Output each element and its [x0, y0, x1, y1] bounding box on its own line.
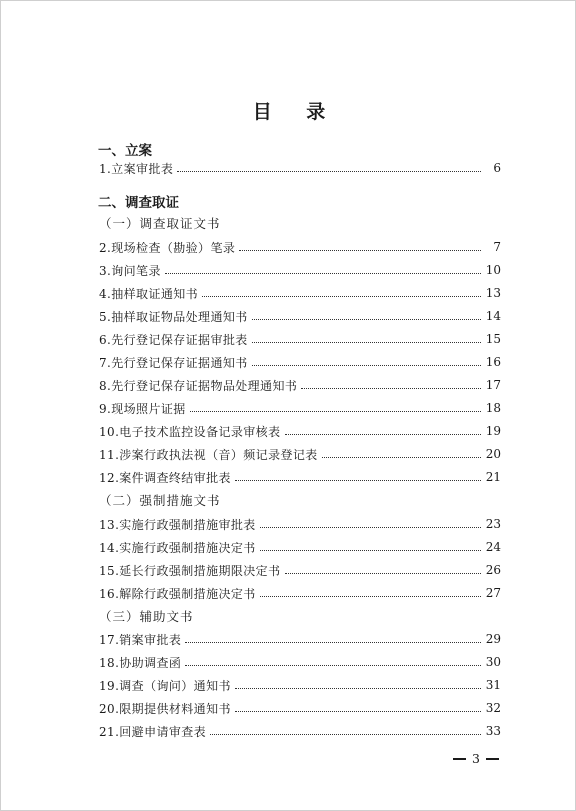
dot-leader [165, 273, 481, 274]
toc-entry-page: 27 [485, 586, 501, 600]
page-footer [453, 751, 499, 766]
page-title: 目 录 [252, 101, 340, 123]
dot-leader [260, 550, 481, 551]
subsection-heading-evidence-docs: （一）调查取证文书 [99, 216, 221, 231]
toc-entry[interactable] [99, 329, 501, 349]
toc-entry-page: 7 [493, 240, 501, 254]
dot-leader [285, 434, 482, 435]
toc-entry[interactable] [99, 158, 501, 178]
toc-entry-label: 5.抽样取证物品处理通知书 [99, 309, 248, 324]
toc-entry[interactable] [99, 260, 501, 280]
dot-leader [202, 296, 481, 297]
toc-entry-label: 9.现场照片证据 [99, 401, 186, 416]
toc-entry-page: 16 [485, 355, 501, 369]
dot-leader [185, 642, 481, 643]
toc-entry-label: 3.询问笔录 [99, 263, 161, 278]
dot-leader [239, 250, 481, 251]
toc-entry-label: 17.销案审批表 [99, 632, 182, 647]
dot-leader [252, 365, 481, 366]
toc-entry-label: 21.回避申请审查表 [99, 724, 207, 739]
toc-entry[interactable] [99, 721, 501, 741]
toc-entry-page: 20 [485, 447, 501, 461]
toc-entry[interactable] [99, 283, 501, 303]
toc-entry-label: 1.立案审批表 [99, 161, 174, 176]
toc-entry-label: 20.限期提供材料通知书 [99, 701, 231, 716]
toc-entry[interactable] [99, 421, 501, 441]
toc-entry-page: 6 [493, 161, 501, 175]
toc-entry-page: 33 [485, 724, 501, 738]
toc-entry-label: 19.调查（询问）通知书 [99, 678, 231, 693]
toc-entry[interactable] [99, 652, 501, 672]
subsection-heading-auxiliary-docs: （三）辅助文书 [99, 609, 194, 624]
toc-entry[interactable] [99, 467, 501, 487]
toc-entry-page: 31 [485, 678, 501, 692]
toc-entry-label: 13.实施行政强制措施审批表 [99, 517, 256, 532]
dot-leader [322, 457, 481, 458]
toc-entry-label: 11.涉案行政执法视（音）频记录登记表 [99, 447, 318, 462]
toc-entry-page: 29 [485, 632, 501, 646]
toc-entry-label: 7.先行登记保存证据通知书 [99, 355, 248, 370]
dot-leader [301, 388, 481, 389]
toc-entry-label: 12.案件调查终结审批表 [99, 470, 231, 485]
dot-leader [210, 734, 481, 735]
toc-entry[interactable] [99, 583, 501, 603]
toc-entry[interactable] [99, 306, 501, 326]
toc-entry-page: 26 [485, 563, 501, 577]
toc-entry[interactable] [99, 514, 501, 534]
section-heading-filing: 一、立案 [98, 143, 152, 159]
footer-page-number: 3 [472, 751, 480, 766]
toc-entry-page: 13 [485, 286, 501, 300]
footer-dash-left [453, 758, 466, 760]
subsection-heading-enforcement-docs: （二）强制措施文书 [99, 493, 221, 508]
toc-entry[interactable] [99, 675, 501, 695]
dot-leader [285, 573, 482, 574]
toc-entry[interactable] [99, 698, 501, 718]
toc-entry[interactable] [99, 444, 501, 464]
toc-entry[interactable] [99, 537, 501, 557]
dot-leader [252, 342, 481, 343]
dot-leader [260, 596, 481, 597]
section-heading-investigation: 二、调查取证 [98, 195, 179, 211]
dot-leader [185, 665, 481, 666]
toc-entry-label: 15.延长行政强制措施期限决定书 [99, 563, 281, 578]
toc-entry-label: 18.协助调查函 [99, 655, 182, 670]
toc-entry-label: 6.先行登记保存证据审批表 [99, 332, 248, 347]
toc-entry[interactable] [99, 352, 501, 372]
toc-entry-label: 8.先行登记保存证据物品处理通知书 [99, 378, 298, 393]
toc-entry-label: 10.电子技术监控设备记录审核表 [99, 424, 281, 439]
toc-entry[interactable] [99, 375, 501, 395]
toc-entry-page: 14 [485, 309, 501, 323]
toc-entry-page: 24 [485, 540, 501, 554]
toc-entry-page: 21 [485, 470, 501, 484]
dot-leader [190, 411, 481, 412]
toc-entry-label: 2.现场检查（勘验）笔录 [99, 240, 236, 255]
toc-entry[interactable] [99, 560, 501, 580]
dot-leader [252, 319, 481, 320]
toc-entry-page: 30 [485, 655, 501, 669]
toc-entry[interactable] [99, 237, 501, 257]
toc-entry-page: 32 [485, 701, 501, 715]
toc-entry-page: 23 [485, 517, 501, 531]
toc-entry-label: 4.抽样取证通知书 [99, 286, 199, 301]
dot-leader [235, 688, 481, 689]
dot-leader [177, 171, 481, 172]
dot-leader [260, 527, 481, 528]
toc-entry-page: 17 [485, 378, 501, 392]
toc-entry[interactable] [99, 629, 501, 649]
toc-entry-page: 15 [485, 332, 501, 346]
toc-entry-page: 18 [485, 401, 501, 415]
toc-entry-page: 10 [485, 263, 501, 277]
toc-entry-label: 14.实施行政强制措施决定书 [99, 540, 256, 555]
toc-entry-page: 19 [485, 424, 501, 438]
dot-leader [235, 711, 481, 712]
toc-entry-label: 16.解除行政强制措施决定书 [99, 586, 256, 601]
footer-dash-right [486, 758, 499, 760]
toc-entry[interactable] [99, 398, 501, 418]
dot-leader [235, 480, 481, 481]
